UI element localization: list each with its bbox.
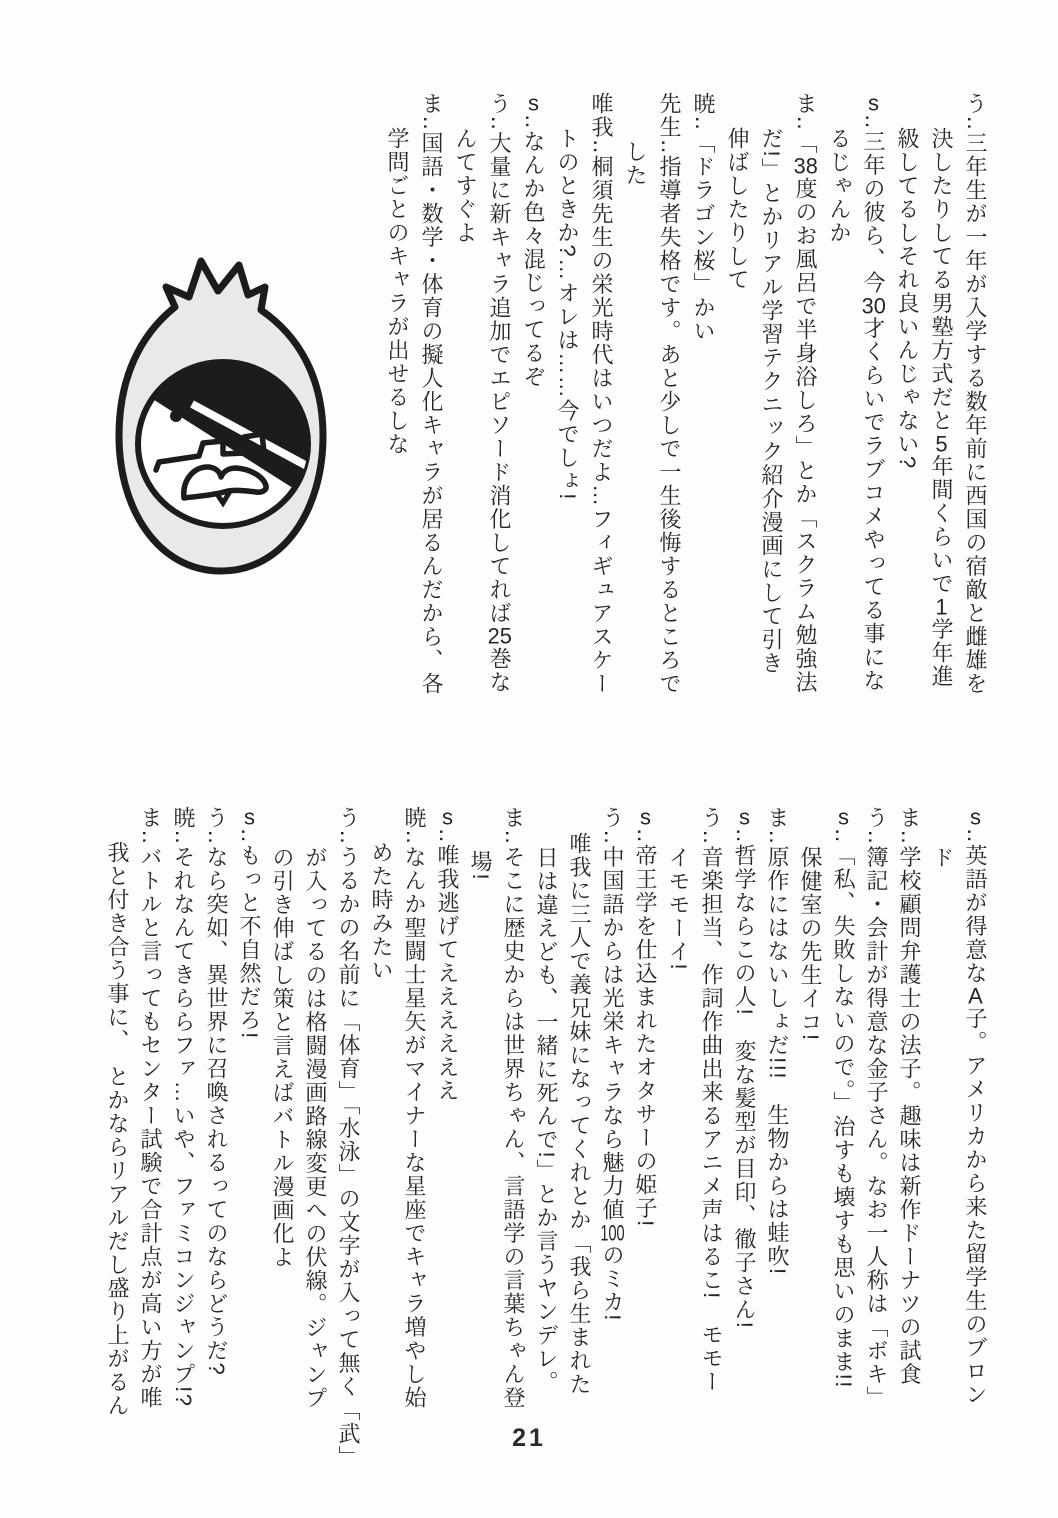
text-column: 級してるしそれ良いんじゃない? [895,127,920,470]
text-column: 保健室の先生イコ! [798,845,823,1042]
text-column: だ!」とかリアル学習テクニック紹介漫画にして引き [759,127,784,676]
text-column: んてすぐよ [453,127,478,245]
text-column: るじゃんか [827,127,852,245]
text-column: う‥中国語からは光栄キャラなら魅力値100のミカ! [600,806,625,1322]
text-column: 唯我に三人で義兄妹になってくれとか「我ら生まれた [567,832,592,1397]
eye-dot [170,410,182,422]
text-column: s‥「私、失敗しないので。」治すも壊すも思いのまま!! [831,806,856,1389]
text-column: イモモーイ! [666,845,691,971]
text-column: 学問ごとのキャラが出せるしな [385,127,410,457]
dialogue-block-top [380,92,992,782]
text-column: 伸ばしたりして [725,127,750,292]
text-column: う‥音楽担当、作詞作曲出来るアニメ声はるこ! モモー [699,806,724,1394]
text-column: s‥帝王学を仕込まれたオタサーの姫子! [633,806,658,1228]
text-column: ま‥バトルと言ってもセンター試験で合計点が高い方が唯 [138,806,163,1410]
text-column: ま‥国語・数学・体育の擬人化キャラが居るんだから、各 [419,92,444,696]
text-column: ま‥原作にはないしょだ!!! 生物からは蛙吹! [765,806,790,1276]
text-column: 暁‥それなんてきららファ…いや、ファミコンジャンプ!? [171,806,196,1408]
mustache-face-doodle [96,246,348,580]
text-column: めた時みたい [369,841,394,983]
text-column: う‥なら突如、異世界に召喚されるってのならどうだ? [204,806,229,1377]
text-column: 暁‥なんか聖闘士星矢がマイナーな星座でキャラ増やし始 [402,806,427,1410]
text-column: した [623,140,648,188]
text-column: 先生‥指導者失格です。あと少しで一生後悔するところで [657,92,682,696]
text-column: 場! [468,850,493,882]
text-column: 我と付き合う事に、 とかならリアルだし盛り上がるん [105,841,130,1418]
text-column: の引き伸ばし策と言えばバトル漫画化よ [270,845,295,1269]
text-column: s‥三年の彼ら、今30才くらいでラブコメやってる事にな [861,92,886,693]
text-column: 暁‥「ドラゴン桜」かい [691,92,716,344]
text-column: が入ってるのは格闘漫画路線変更への伏線。ジャンプ [303,845,328,1410]
mustache [184,467,266,498]
text-column: s‥なんか色々混じってるぞ [521,92,546,389]
text-column: う‥うるかの名前に「体育」「水泳」の文字が入って無く「武」 [336,806,361,1470]
text-column: ま‥そこに歴史からは世界ちゃん、言語学の言葉ちゃん登 [501,806,526,1410]
text-column: 日は違えども、一緒に死んで!」とか言うヤンデレ。 [534,845,559,1394]
dialogue-block-bottom [101,806,992,1506]
text-column: トのときか?…オレは……今でしょ! [555,127,580,502]
text-column: s‥哲学ならこの人! 変な髪型が目印、徹子さん! [732,806,757,1330]
text-column: s‥唯我逃げてええええええ [435,806,460,1103]
text-column: s‥もっと不自然だろ! [237,806,262,1040]
text-column: う‥三年生が一年が入学する数年前に西国の宿敵と雌雄を [963,92,988,696]
text-column: 唯我‥桐須先生の栄光時代はいつだよ…フィギュアスケー [589,92,614,696]
text-column: s‥英語が得意なA子。アメリカから来た留学生のブロン [963,806,988,1407]
text-column: ま‥学校顧問弁護士の法子。趣味は新作ドーナツの試食 [897,806,922,1387]
text-column: ま‥「38度のお風呂で半身浴しろ」とか「スクラム勉強法 [793,92,818,695]
text-column: う‥簿記・会計が得意な金子さん。なお一人称は「ボキ」 [864,806,889,1410]
text-column: う‥大量に新キャラ追加でエピソード消化してれば25巻な [487,92,512,695]
page-number: 21 [512,1424,546,1452]
text-column: ド [930,845,955,870]
text-column: 決したりしてる男塾方式だと5年間くらいで1学年進 [929,127,954,689]
